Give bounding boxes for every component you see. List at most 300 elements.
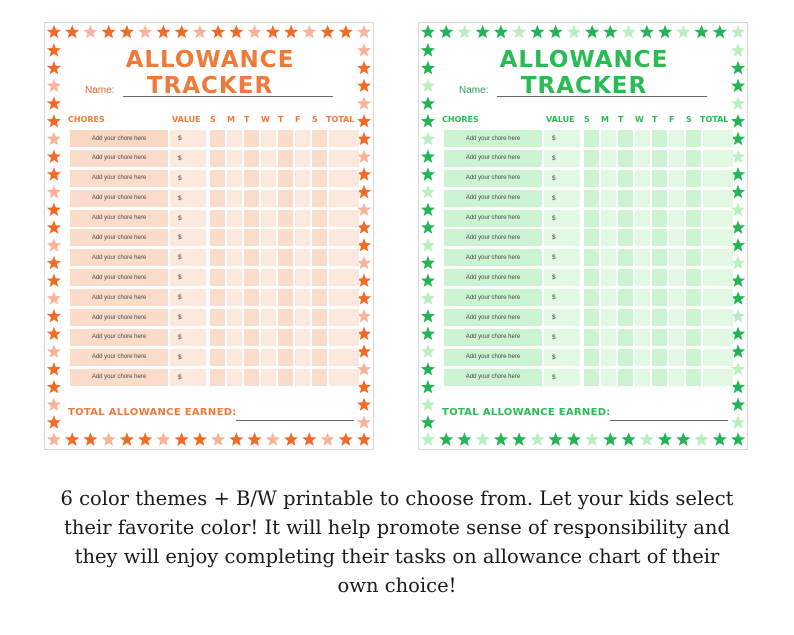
day-cell[interactable] <box>652 249 667 266</box>
day-cell[interactable] <box>618 349 633 366</box>
total-cell[interactable] <box>329 349 359 366</box>
total-cell[interactable] <box>703 229 733 246</box>
value-cell[interactable]: $ <box>544 289 580 306</box>
total-allowance-line <box>236 420 354 421</box>
day-cell[interactable] <box>584 329 599 346</box>
value-cell[interactable]: $ <box>170 269 206 286</box>
day-cell[interactable] <box>669 130 684 147</box>
day-cell[interactable] <box>210 269 225 286</box>
total-cell[interactable] <box>329 289 359 306</box>
day-cell[interactable] <box>635 229 650 246</box>
day-cell[interactable] <box>261 249 276 266</box>
day-cell[interactable] <box>295 249 310 266</box>
chore-cell[interactable]: Add your chore here <box>70 210 168 227</box>
day-cell[interactable] <box>652 269 667 286</box>
value-cell[interactable]: $ <box>170 349 206 366</box>
day-cell[interactable] <box>635 369 650 386</box>
day-cell[interactable] <box>261 190 276 207</box>
day-cell[interactable] <box>669 249 684 266</box>
star-icon <box>640 432 654 446</box>
day-cell[interactable] <box>601 369 616 386</box>
star-icon <box>713 25 727 39</box>
day-cell[interactable] <box>312 229 327 246</box>
day-cell[interactable] <box>227 249 242 266</box>
total-cell[interactable] <box>329 229 359 246</box>
star-icon <box>731 344 745 358</box>
total-cell[interactable] <box>329 369 359 386</box>
star-icon <box>47 415 61 429</box>
total-cell[interactable] <box>329 329 359 346</box>
value-cell[interactable]: $ <box>544 170 580 187</box>
day-cell[interactable] <box>278 210 293 227</box>
total-cell[interactable] <box>703 329 733 346</box>
day-header-thu: T <box>652 115 658 124</box>
day-cell[interactable] <box>295 190 310 207</box>
day-cell[interactable] <box>278 369 293 386</box>
value-cell[interactable]: $ <box>544 309 580 326</box>
day-cell[interactable] <box>278 190 293 207</box>
day-cell[interactable] <box>601 289 616 306</box>
day-cell[interactable] <box>669 369 684 386</box>
total-cell[interactable] <box>703 249 733 266</box>
day-cell[interactable] <box>295 269 310 286</box>
day-header-sun: S <box>584 115 590 124</box>
day-cell[interactable] <box>312 369 327 386</box>
value-cell[interactable]: $ <box>544 130 580 147</box>
day-cell[interactable] <box>210 329 225 346</box>
value-cell[interactable]: $ <box>544 210 580 227</box>
day-cell[interactable] <box>686 329 701 346</box>
value-cell[interactable]: $ <box>170 130 206 147</box>
day-cell[interactable] <box>635 349 650 366</box>
day-cell[interactable] <box>244 229 259 246</box>
value-cell[interactable]: $ <box>170 289 206 306</box>
star-icon <box>731 309 745 323</box>
day-cell[interactable] <box>686 349 701 366</box>
day-cell[interactable] <box>635 289 650 306</box>
total-cell[interactable] <box>703 150 733 167</box>
total-cell[interactable] <box>703 130 733 147</box>
value-cell[interactable]: $ <box>170 309 206 326</box>
day-cell[interactable] <box>227 150 242 167</box>
day-cell[interactable] <box>635 309 650 326</box>
day-cell[interactable] <box>227 369 242 386</box>
day-cell[interactable] <box>278 329 293 346</box>
day-cell[interactable] <box>278 349 293 366</box>
day-cell[interactable] <box>601 249 616 266</box>
day-cell[interactable] <box>312 210 327 227</box>
value-cell[interactable]: $ <box>170 329 206 346</box>
day-cell[interactable] <box>652 150 667 167</box>
day-cell[interactable] <box>312 289 327 306</box>
day-cell[interactable] <box>278 269 293 286</box>
day-cell[interactable] <box>261 369 276 386</box>
day-cell[interactable] <box>601 329 616 346</box>
star-icon <box>731 415 745 429</box>
day-cell[interactable] <box>584 130 599 147</box>
day-cell[interactable] <box>244 289 259 306</box>
chore-cell[interactable]: Add your chore here <box>444 190 542 207</box>
day-cell[interactable] <box>210 369 225 386</box>
value-cell[interactable]: $ <box>170 229 206 246</box>
day-cell[interactable] <box>635 269 650 286</box>
star-icon <box>120 432 134 446</box>
day-cell[interactable] <box>210 150 225 167</box>
value-header: VALUE <box>546 115 575 124</box>
day-cell[interactable] <box>686 369 701 386</box>
day-cell[interactable] <box>618 150 633 167</box>
day-cell[interactable] <box>227 190 242 207</box>
day-cell[interactable] <box>635 329 650 346</box>
chore-cell[interactable]: Add your chore here <box>444 130 542 147</box>
value-cell[interactable]: $ <box>170 369 206 386</box>
day-cell[interactable] <box>261 210 276 227</box>
day-cell[interactable] <box>669 190 684 207</box>
day-cell[interactable] <box>261 229 276 246</box>
star-icon <box>421 150 435 163</box>
day-cell[interactable] <box>244 309 259 326</box>
day-cell[interactable] <box>312 329 327 346</box>
day-cell[interactable] <box>635 210 650 227</box>
total-cell[interactable] <box>703 210 733 227</box>
day-cell[interactable] <box>584 190 599 207</box>
value-cell[interactable]: $ <box>544 349 580 366</box>
day-cell[interactable] <box>261 349 276 366</box>
star-icon <box>357 43 371 57</box>
day-cell[interactable] <box>295 309 310 326</box>
day-cell[interactable] <box>295 130 310 147</box>
chore-cell[interactable]: Add your chore here <box>70 309 168 326</box>
chore-row <box>444 348 726 368</box>
day-cell[interactable] <box>244 130 259 147</box>
total-cell[interactable] <box>329 249 359 266</box>
caption-line: own choice! <box>337 574 457 597</box>
chore-cell[interactable]: Add your chore here <box>444 349 542 366</box>
day-cell[interactable] <box>686 249 701 266</box>
day-cell[interactable] <box>278 229 293 246</box>
star-icon <box>357 327 371 341</box>
day-cell[interactable] <box>618 329 633 346</box>
day-cell[interactable] <box>618 170 633 187</box>
day-cell[interactable] <box>584 249 599 266</box>
day-cell[interactable] <box>584 349 599 366</box>
chore-cell[interactable]: Add your chore here <box>70 130 168 147</box>
day-cell[interactable] <box>686 289 701 306</box>
day-cell[interactable] <box>618 309 633 326</box>
chore-cell[interactable]: Add your chore here <box>444 289 542 306</box>
day-cell[interactable] <box>261 130 276 147</box>
value-cell[interactable]: $ <box>170 150 206 167</box>
chore-cell[interactable]: Add your chore here <box>444 269 542 286</box>
day-cell[interactable] <box>686 309 701 326</box>
day-cell[interactable] <box>601 349 616 366</box>
chore-cell[interactable]: Add your chore here <box>444 150 542 167</box>
chore-cell[interactable]: Add your chore here <box>70 269 168 286</box>
total-cell[interactable] <box>703 349 733 366</box>
day-cell[interactable] <box>210 309 225 326</box>
day-cell[interactable] <box>227 130 242 147</box>
day-cell[interactable] <box>295 210 310 227</box>
value-cell[interactable]: $ <box>544 329 580 346</box>
total-header: TOTAL <box>326 115 355 124</box>
day-cell[interactable] <box>244 150 259 167</box>
day-cell[interactable] <box>312 349 327 366</box>
chore-cell[interactable]: Add your chore here <box>70 329 168 346</box>
day-cell[interactable] <box>652 229 667 246</box>
chore-cell[interactable]: Add your chore here <box>444 369 542 386</box>
day-cell[interactable] <box>686 269 701 286</box>
day-cell[interactable] <box>584 269 599 286</box>
day-cell[interactable] <box>244 210 259 227</box>
day-cell[interactable] <box>584 289 599 306</box>
day-cell[interactable] <box>669 289 684 306</box>
chore-row <box>70 228 352 248</box>
chore-cell[interactable]: Add your chore here <box>444 170 542 187</box>
day-cell[interactable] <box>210 130 225 147</box>
day-cell[interactable] <box>686 130 701 147</box>
value-cell[interactable]: $ <box>170 210 206 227</box>
chore-cell[interactable]: Add your chore here <box>70 229 168 246</box>
total-cell[interactable] <box>703 309 733 326</box>
day-cell[interactable] <box>652 369 667 386</box>
star-icon <box>357 96 371 109</box>
day-cell[interactable] <box>295 229 310 246</box>
day-cell[interactable] <box>227 309 242 326</box>
day-cell[interactable] <box>261 170 276 187</box>
day-cell[interactable] <box>227 289 242 306</box>
star-icon <box>156 25 170 39</box>
total-cell[interactable] <box>329 210 359 227</box>
chore-cell[interactable]: Add your chore here <box>70 170 168 187</box>
chore-cell[interactable]: Add your chore here <box>70 249 168 266</box>
value-cell[interactable]: $ <box>544 150 580 167</box>
day-cell[interactable] <box>227 170 242 187</box>
day-cell[interactable] <box>618 289 633 306</box>
day-cell[interactable] <box>686 150 701 167</box>
day-cell[interactable] <box>652 210 667 227</box>
day-cell[interactable] <box>669 329 684 346</box>
day-cell[interactable] <box>278 170 293 187</box>
day-cell[interactable] <box>618 369 633 386</box>
day-cell[interactable] <box>261 329 276 346</box>
name-field <box>85 85 335 99</box>
day-cell[interactable] <box>227 329 242 346</box>
day-cell[interactable] <box>295 369 310 386</box>
star-icon <box>47 203 61 217</box>
total-cell[interactable] <box>703 190 733 207</box>
day-cell[interactable] <box>635 190 650 207</box>
day-cell[interactable] <box>227 269 242 286</box>
star-icon <box>357 61 371 75</box>
value-cell[interactable]: $ <box>170 249 206 266</box>
chore-cell[interactable]: Add your chore here <box>70 349 168 366</box>
star-icon <box>567 25 581 39</box>
day-cell[interactable] <box>312 170 327 187</box>
day-cell[interactable] <box>635 249 650 266</box>
day-cell[interactable] <box>601 190 616 207</box>
product-caption <box>20 484 774 600</box>
day-cell[interactable] <box>584 309 599 326</box>
star-icon <box>731 96 745 109</box>
day-cell[interactable] <box>278 130 293 147</box>
star-icon <box>47 432 61 446</box>
day-cell[interactable] <box>227 210 242 227</box>
day-cell[interactable] <box>618 229 633 246</box>
day-cell[interactable] <box>244 349 259 366</box>
total-cell[interactable] <box>329 190 359 207</box>
day-cell[interactable] <box>686 229 701 246</box>
day-cell[interactable] <box>278 309 293 326</box>
chore-cell[interactable]: Add your chore here <box>444 229 542 246</box>
day-cell[interactable] <box>669 349 684 366</box>
total-cell[interactable] <box>329 269 359 286</box>
value-cell[interactable]: $ <box>544 269 580 286</box>
day-cell[interactable] <box>669 210 684 227</box>
day-cell[interactable] <box>601 150 616 167</box>
total-cell[interactable] <box>329 170 359 187</box>
value-cell[interactable]: $ <box>544 249 580 266</box>
day-cell[interactable] <box>312 269 327 286</box>
chore-cell[interactable]: Add your chore here <box>70 150 168 167</box>
day-cell[interactable] <box>210 190 225 207</box>
day-cell[interactable] <box>669 229 684 246</box>
day-cell[interactable] <box>210 349 225 366</box>
day-cell[interactable] <box>618 249 633 266</box>
star-icon <box>439 432 453 446</box>
day-cell[interactable] <box>601 210 616 227</box>
day-cell[interactable] <box>295 150 310 167</box>
day-cell[interactable] <box>669 150 684 167</box>
day-cell[interactable] <box>312 190 327 207</box>
star-icon <box>512 25 526 39</box>
day-cell[interactable] <box>312 150 327 167</box>
chore-cell[interactable]: Add your chore here <box>70 190 168 207</box>
value-cell[interactable]: $ <box>170 170 206 187</box>
star-icon <box>658 25 672 39</box>
day-cell[interactable] <box>261 289 276 306</box>
total-cell[interactable] <box>703 369 733 386</box>
total-cell[interactable] <box>329 150 359 167</box>
day-cell[interactable] <box>584 369 599 386</box>
day-cell[interactable] <box>652 329 667 346</box>
day-cell[interactable] <box>295 329 310 346</box>
day-cell[interactable] <box>210 210 225 227</box>
day-cell[interactable] <box>312 309 327 326</box>
day-cell[interactable] <box>669 309 684 326</box>
day-cell[interactable] <box>652 130 667 147</box>
star-icon <box>530 25 544 39</box>
day-cell[interactable] <box>652 170 667 187</box>
chore-cell[interactable]: Add your chore here <box>444 329 542 346</box>
value-cell[interactable]: $ <box>544 190 580 207</box>
chore-row <box>444 209 726 229</box>
chore-cell[interactable]: Add your chore here <box>444 249 542 266</box>
day-cell[interactable] <box>635 150 650 167</box>
day-cell[interactable] <box>652 190 667 207</box>
day-cell[interactable] <box>652 289 667 306</box>
day-cell[interactable] <box>669 170 684 187</box>
star-icon <box>421 309 435 323</box>
day-cell[interactable] <box>295 170 310 187</box>
day-cell[interactable] <box>618 269 633 286</box>
star-icon <box>357 114 371 128</box>
total-cell[interactable] <box>329 309 359 326</box>
day-cell[interactable] <box>295 289 310 306</box>
day-cell[interactable] <box>210 249 225 266</box>
day-cell[interactable] <box>686 170 701 187</box>
value-cell[interactable]: $ <box>544 229 580 246</box>
day-cell[interactable] <box>601 309 616 326</box>
day-cell[interactable] <box>618 130 633 147</box>
chore-cell[interactable]: Add your chore here <box>70 289 168 306</box>
value-cell[interactable]: $ <box>170 190 206 207</box>
day-cell[interactable] <box>686 190 701 207</box>
star-icon <box>47 61 61 75</box>
day-cell[interactable] <box>584 229 599 246</box>
day-cell[interactable] <box>278 150 293 167</box>
day-cell[interactable] <box>601 170 616 187</box>
total-cell[interactable] <box>703 269 733 286</box>
day-cell[interactable] <box>210 170 225 187</box>
day-cell[interactable] <box>278 289 293 306</box>
star-icon <box>357 291 371 304</box>
day-cell[interactable] <box>278 249 293 266</box>
day-cell[interactable] <box>227 229 242 246</box>
day-cell[interactable] <box>244 249 259 266</box>
day-cell[interactable] <box>210 229 225 246</box>
day-cell[interactable] <box>601 229 616 246</box>
day-cell[interactable] <box>295 349 310 366</box>
chore-row <box>70 268 352 288</box>
day-cell[interactable] <box>244 269 259 286</box>
star-icon <box>421 203 435 217</box>
star-icon <box>731 380 745 394</box>
chore-row <box>444 149 726 169</box>
day-cell[interactable] <box>618 210 633 227</box>
total-cell[interactable] <box>703 289 733 306</box>
day-cell[interactable] <box>601 269 616 286</box>
day-cell[interactable] <box>601 130 616 147</box>
chore-cell[interactable]: Add your chore here <box>444 309 542 326</box>
day-cell[interactable] <box>312 249 327 266</box>
total-cell[interactable] <box>329 130 359 147</box>
day-cell[interactable] <box>635 170 650 187</box>
day-cell[interactable] <box>261 309 276 326</box>
day-cell[interactable] <box>584 170 599 187</box>
value-cell[interactable]: $ <box>544 369 580 386</box>
day-cell[interactable] <box>669 269 684 286</box>
day-cell[interactable] <box>227 349 242 366</box>
day-cell[interactable] <box>686 210 701 227</box>
day-cell[interactable] <box>261 269 276 286</box>
chore-cell[interactable]: Add your chore here <box>70 369 168 386</box>
day-cell[interactable] <box>244 329 259 346</box>
chore-cell[interactable]: Add your chore here <box>444 210 542 227</box>
day-cell[interactable] <box>584 210 599 227</box>
day-cell[interactable] <box>652 309 667 326</box>
day-cell[interactable] <box>635 130 650 147</box>
total-cell[interactable] <box>703 170 733 187</box>
day-cell[interactable] <box>244 369 259 386</box>
day-cell[interactable] <box>312 130 327 147</box>
day-cell[interactable] <box>652 349 667 366</box>
day-cell[interactable] <box>244 170 259 187</box>
day-cell[interactable] <box>618 190 633 207</box>
day-cell[interactable] <box>244 190 259 207</box>
day-cell[interactable] <box>584 150 599 167</box>
day-cell[interactable] <box>210 289 225 306</box>
day-cell[interactable] <box>261 150 276 167</box>
